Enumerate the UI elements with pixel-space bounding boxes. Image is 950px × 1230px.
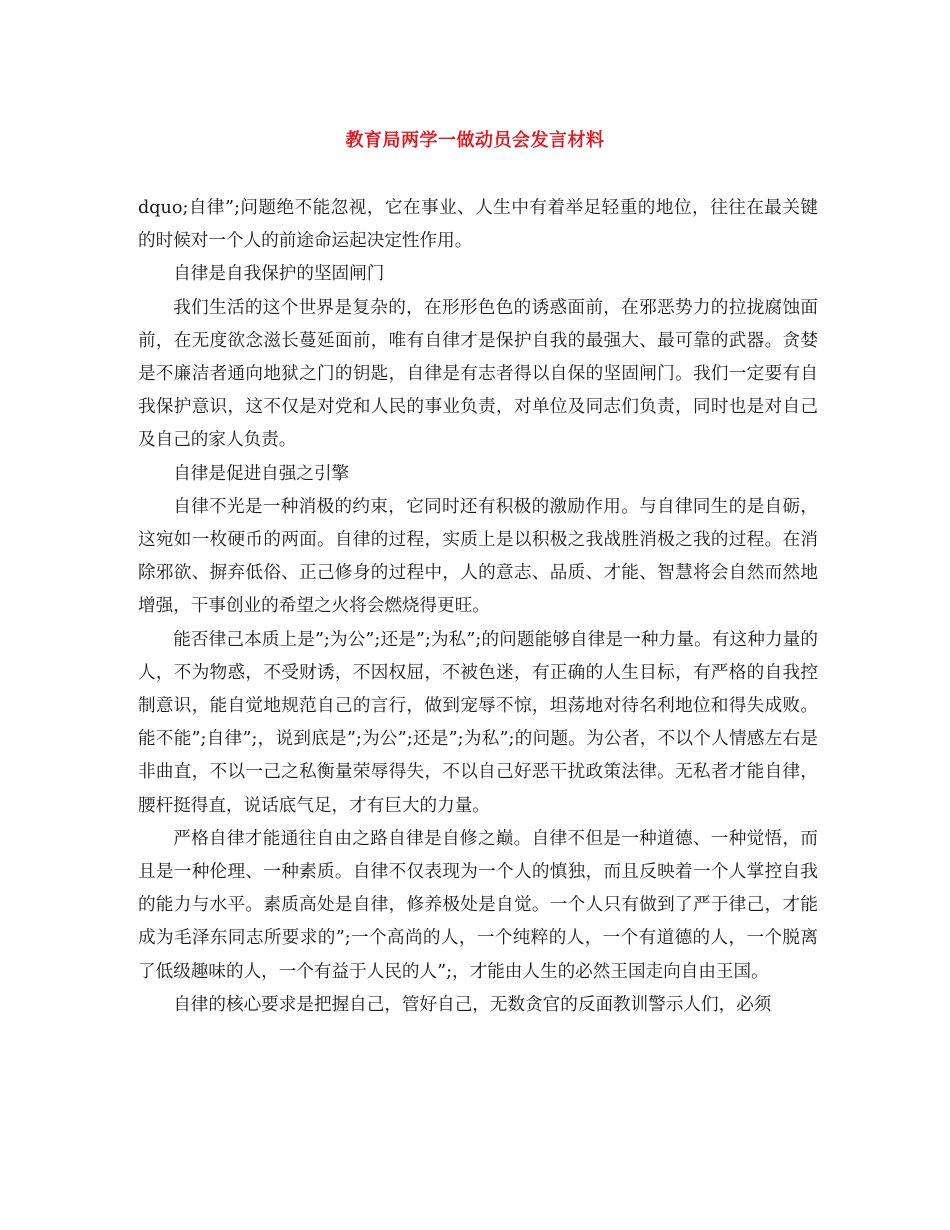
document-body <box>138 192 818 1022</box>
paragraph-core-requirement: 自律的核心要求是把握自己，管好自己，无数贪官的反面教训警示人们，必须 <box>173 994 772 1015</box>
document-title: 教育局两学一做动员会发言材料 <box>345 130 605 151</box>
paragraph-self-strengthening: 自律不光是一种消极的约束，它同时还有积极的激励作用。与自律同生的是自砺，这宛如一枚硬币的两面。自律的过程，实质上是以积极之我战胜消极之我的过程。在消除邪欲、摒弃低俗、正己修身的过程中，人的意志、品质、才能、智慧将会自然而然地增强，干事创业的希望之火将会燃烧得更旺。 <box>138 496 818 617</box>
paragraph-path-to-freedom: 严格自律才能通往自由之路自律是自修之巅。自律不但是一种道德、一种觉悟，而且是一种伦理、一种素质。自律不仅表现为一个人的慎独，而且反映着一个人掌控自我的能力与水平。素质高处是自律，修养极处是自觉。一个人只有做到了严于律己，才能成为毛泽东同志所要求的”;一个高尚的人，一个纯粹的人，一个有道德的人，一个脱离了低级趣味的人，一个有益于人民的人”;，才能由人生的必然王国走向自由王国。 <box>138 828 818 982</box>
section-heading-self-strengthening: 自律是促进自强之引擎 <box>173 463 350 484</box>
paragraph-self-protection: 我们生活的这个世界是复杂的，在形形色色的诱惑面前，在邪恶势力的拉拢腐蚀面前，在无度欲念滋长蔓延面前，唯有自律才是保护自我的最强大、最可靠的武器。贪婪是不廉洁者通向地狱之门的钥匙，自律是有志者得以自保的坚固闸门。我们一定要有自我保护意识，这不仅是对党和人民的事业负责，对单位及同志们负责，同时也是对自己及自己的家人负责。 <box>138 297 818 451</box>
paragraph-public-vs-private: 能否律己本质上是”;为公”;还是”;为私”;的问题能够自律是一种力量。有这种力量的人，不为物惑，不受财诱，不因权屈，不被色迷，有正确的人生目标，有严格的自我控制意识，能自觉地规范自己的言行，做到宠辱不惊，坦荡地对待名利地位和得失成败。能不能”;自律”;，说到底是”;为公”;还是”;为私”;的问题。为公者，不以个人情感左右是非曲直，不以一己之私衡量荣辱得失，不以自己好恶干扰政策法律。无私者才能自律，腰杆挺得直，说话底气足，才有巨大的力量。 <box>138 629 818 816</box>
section-heading-self-protection: 自律是自我保护的坚固闸门 <box>173 264 385 285</box>
paragraph-intro: dquo;自律”;问题绝不能忽视，它在事业、人生中有着举足轻重的地位，往往在最关键的时候对一个人的前途命运起决定性作用。 <box>138 198 818 252</box>
